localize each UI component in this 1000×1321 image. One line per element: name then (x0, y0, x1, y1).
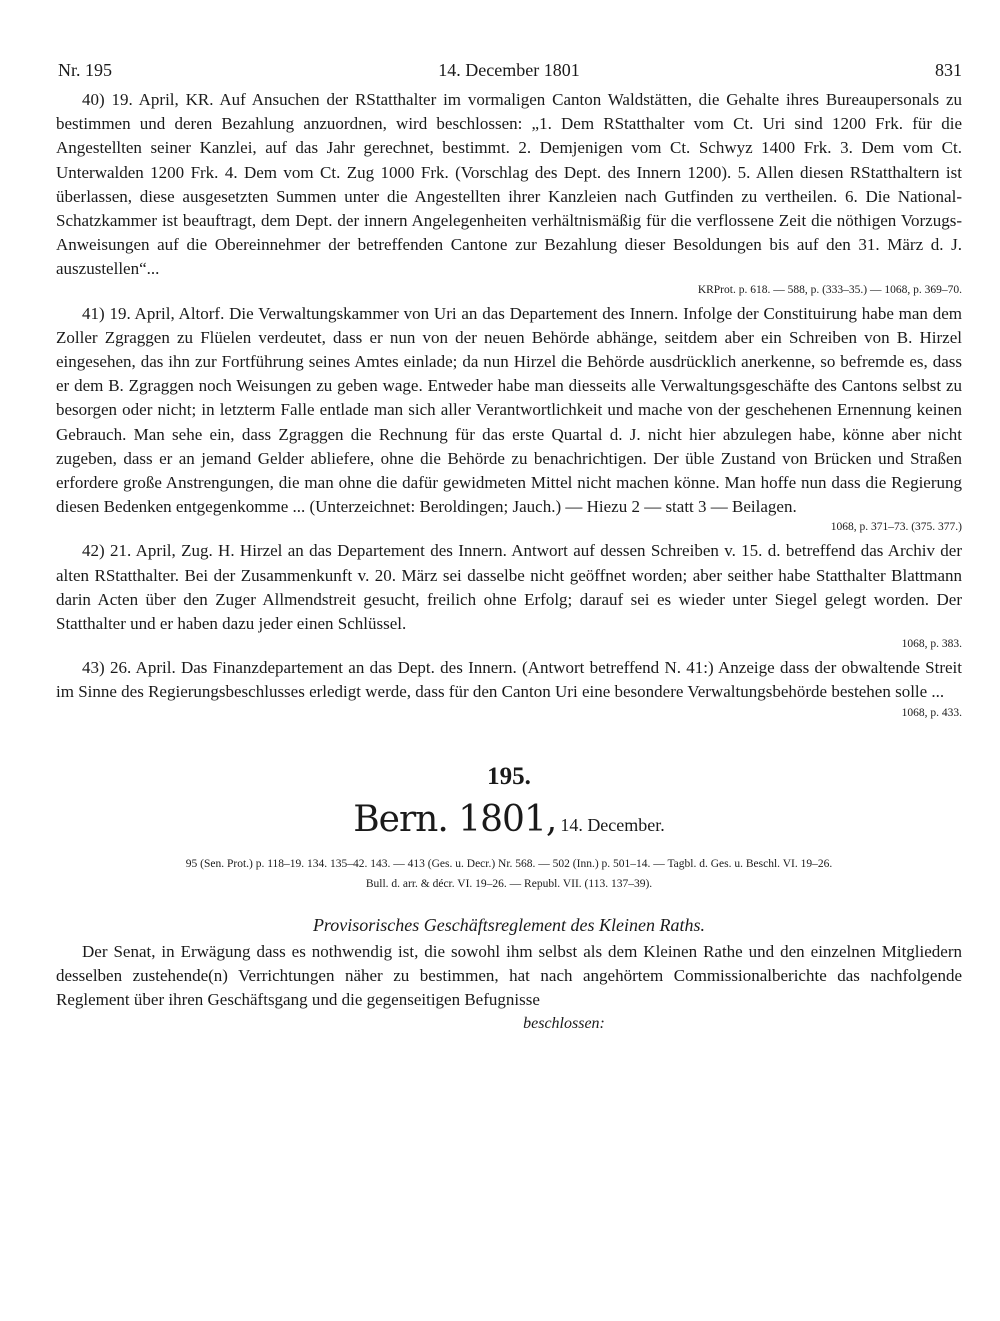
entry-40 (56, 88, 962, 298)
sources-line-2: Bull. d. arr. & décr. VI. 19–26. — Republ. VII. (113. 137–39). (365, 877, 653, 890)
header-date: 14. December 1801 (438, 60, 580, 80)
page-number: 831 (935, 60, 962, 80)
entry-text: 40) 19. April, KR. Auf Ansuchen der RStatthalter im vormaligen Canton Waldstätten, die Gehalte ihres Bureaupersonals zu bestimmen und deren Bezahlung anzuordnen, wird beschlossen: „1. Dem RStatthalter vom Ct. Uri sind 1200 Frk. für die Angestellten seiner Kanzlei, auf das Jahr gerechnet, bestimmt. 2. Demjenigen vom Ct. Schwyz 1400 Frk. 3. Dem vom Ct. Unterwalden 1200 Frk. 4. Dem vom Ct. Zug 1000 Frk. (Vorschlag des Dept. des Innern 1200). 5. Allen diesen RStatthaltern ist überlassen, diese ausgesetzten Summen unter die Angestellten ihrer Kanzleien nach Gutfinden zu vertheilen. 6. Die National-Schatzkammer ist beauftragt, dem Dept. der innern Angelegenheiten verhältnismäßig für die verflossene Zeit die nöthigen Vorzugs-Anweisungen auf die Obereinnehmer der betreffenden Cantone zur Bezahlung dieser Besoldungen bis auf den 31. März d. J. auszustellen“... (56, 90, 962, 279)
entry-text: 42) 21. April, Zug. H. Hirzel an das Departement des Innern. Antwort auf dessen Schreiben v. 15. d. betreffend das Archiv der alten RStatthalter. Bei der Zusammenkunft v. 20. März sei dasselbe nicht geöffnet worden; aber seither habe Statthalter Blattmann darin Acten über den Zuger Allmendstreit gesucht, freilich ohne Erfolg; darauf sei es wieder unter Siegel gelegt worden. Der Statthalter und er haben dazu jeder einen Schlüssel. (56, 541, 962, 634)
section-dateline (56, 799, 962, 848)
sources-line-1: 95 (Sen. Prot.) p. 118–19. 134. 135–42. 143. — 413 (Ges. u. Decr.) Nr. 568. — 502 (Inn.) p. 501–14. — Tagbl. d. Ges. u. Beschl. VI. 19–26. (185, 857, 833, 870)
page-number-label: Nr. 195 (58, 60, 112, 80)
section-date: 14. December. (560, 814, 665, 835)
section-sources (56, 854, 962, 894)
entry-text: 41) 19. April, Altorf. Die Verwaltungskammer von Uri an das Departement des Innern. Infolge der Constituirung habe man dem Zoller Zgraggen zu Flüelen verdeutet, dass er nun von der neuen Behörde abhänge, seitdem aber ein Schreiben von B. Hirzel eingesehen, das ihn zur Fortführung seines Amtes einlade; da nun Hirzel die Behörde ausdrücklich anerkenne, so befremde es, dass er dem B. Zgraggen noch Weisungen zu geben wage. Entweder habe man diesseits alle Verwaltungsgeschäfte des Cantons selbst zu besorgen oder nicht; in letzterm Falle entlade man sich aller Verantwortlichkeit und mache von der geschehenen Ernennung keinen Gebrauch. Man sehe ein, dass Zgraggen die Rechnung für das erste Quartal d. J. nicht hier abzulegen habe, könne aber nicht zugeben, dass er an jemand Gelder abliefere, ohne die Behörde zu benachrichtigen. Der üble Zustand von Brücken und Straßen erfordere große Anstrengungen, die man ohne die dafür gewidmeten Mittel nicht machen könne. Man hoffe nun dass die Regierung diesen Bedenken entgegenkomme ... (Unterzeichnet: Beroldingen; Jauch.) — Hiezu 2 — statt 3 — Beilagen. (56, 303, 962, 517)
entry-42 (56, 539, 962, 652)
section-number: 195. (487, 762, 531, 790)
entry-reference: KRProt. p. 618. — 588, p. (333–35.) — 1068, p. 369–70. (697, 283, 962, 296)
section-title: Provisorisches Geschäftsreglement des Kleinen Raths. (312, 914, 706, 935)
entry-reference: 1068, p. 433. (901, 706, 962, 719)
entry-41 (56, 302, 962, 536)
section-body: Der Senat, in Erwägung dass es nothwendig ist, die sowohl ihm selbst als dem Kleinen Rathe und den einzelnen Mitgliedern desselben zustehende(n) Verrichtungen näher zu bestimmen, hat nach angehörtem Commissionalberichte das nachfolgende Reglement über ihren Geschäftsgang und die gegenseitigen Befugnisse (56, 941, 962, 1010)
page-header (56, 60, 962, 88)
entry-text: 43) 26. April. Das Finanzdepartement an das Dept. des Innern. (Antwort betreffend N. 41:) Anzeige dass der obwaltende Streit im Sinne des Regierungsbeschlusses erledigt werde, dass für den Canton Uri eine besondere Verwaltungsbehörde bestehen solle ... (56, 658, 962, 702)
entry-43 (56, 656, 962, 720)
document-page (56, 60, 962, 1033)
entry-reference: 1068, p. 371–73. (375. 377.) (830, 521, 962, 534)
beschlossen-label: beschlossen: (523, 1014, 605, 1032)
section-place-year: Bern. 1801, (353, 798, 557, 840)
entry-reference: 1068, p. 383. (901, 638, 962, 651)
